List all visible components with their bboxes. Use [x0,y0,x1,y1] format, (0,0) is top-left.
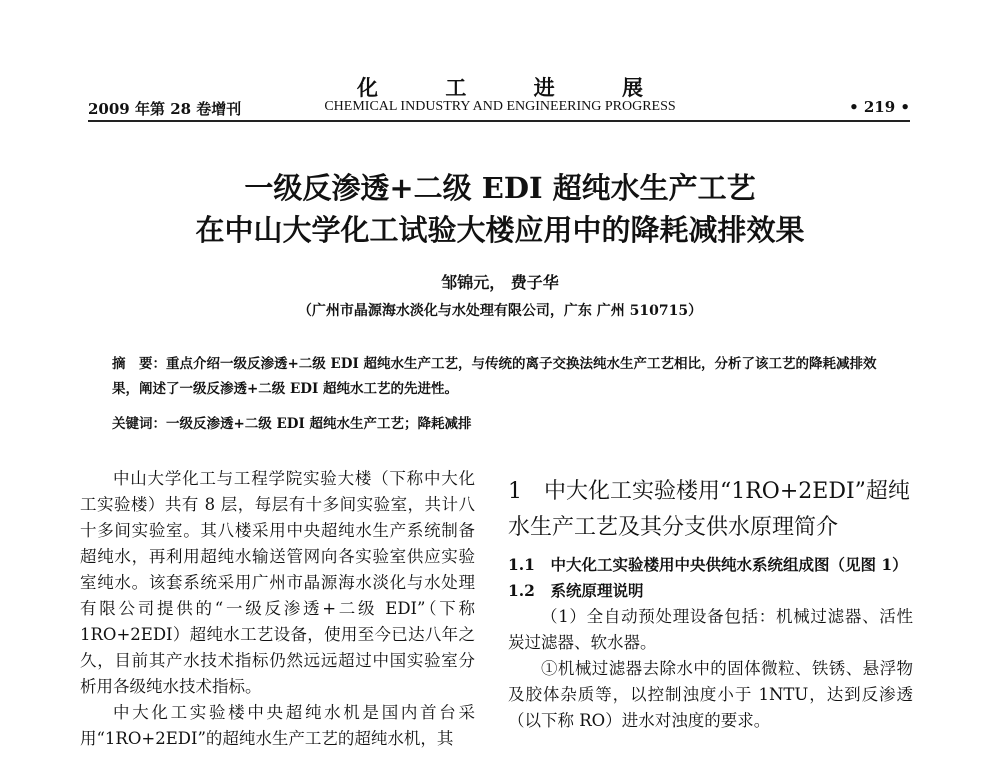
left-column [80,466,475,752]
abstract [112,352,892,402]
paper-title-line1: 一级反渗透+二级 EDI 超纯水生产工艺 [244,171,756,205]
body-paragraph: ①机械过滤器去除水中的固体微粒、铁锈、悬浮物及胶体杂质等，以控制浊度小于 1NTU，达到反渗透（以下称 RO）进水对浊度的要求。 [508,659,913,730]
body-paragraph: 中大化工实验楼中央超纯水机是国内首台采用“1RO+2EDI”的超纯水生产工艺的超纯水机，其 [80,703,475,748]
keywords-text: 一级反渗透+二级 EDI 超纯水生产工艺；降耗减排 [166,416,472,432]
paper-title-line2: 在中山大学化工试验大楼应用中的降耗减排效果 [195,213,805,247]
page-number: • 219 • [849,98,910,116]
body-paragraph: （1）全自动预处理设备包括：机械过滤器、活性炭过滤器、软水器。 [508,607,913,652]
abstract-label: 摘 要： [112,356,166,372]
authors: 邹锦元， 费子华 [441,273,559,292]
journal-name-cn: 化 工 进 展 [357,75,673,100]
header-rule [88,120,910,122]
keywords-label: 关键词： [112,416,166,432]
subsection-heading: 1.2 系统原理说明 [508,581,644,600]
keywords [112,412,892,432]
right-column [508,474,913,734]
abstract-text: 重点介绍一级反渗透+二级 EDI 超纯水生产工艺，与传统的离子交换法纯水生产工艺相比，分析了该工艺的降耗减排效果，阐述了一级反渗透+二级 EDI 超纯水工艺的先进性。 [112,356,877,397]
affiliation: （广州市晶源海水淡化与水处理有限公司，广东 广州 510715） [297,303,703,319]
body-paragraph: 中山大学化工与工程学院实验大楼（下称中大化工实验楼）共有 8 层，每层有十多间实验室，共计八十多间实验室。其八楼采用中央超纯水生产系统制备超纯水，再利用超纯水输送管网向各实验室供应实验室纯水。该套系统采用广州市晶源海水淡化与水处理有限公司提供的“一级反渗透+二级 EDI”（下称 1RO+2EDI）超纯水工艺设备，使用至今已达八年之久，目前其产水技术指标仍然远远超过中国实验室分析用各级纯水技术指标。 [80,469,475,696]
issue-info: 2009 年第 28 卷增刊 [88,100,242,118]
journal-name-en: CHEMICAL INDUSTRY AND ENGINEERING PROGRESS [324,99,676,114]
section-heading: 1 中大化工实验楼用“1RO+2EDI”超纯水生产工艺及其分支供水原理简介 [508,479,910,540]
subsection-heading: 1.1 中大化工实验楼用中央供纯水系统组成图（见图 1） [508,555,908,574]
